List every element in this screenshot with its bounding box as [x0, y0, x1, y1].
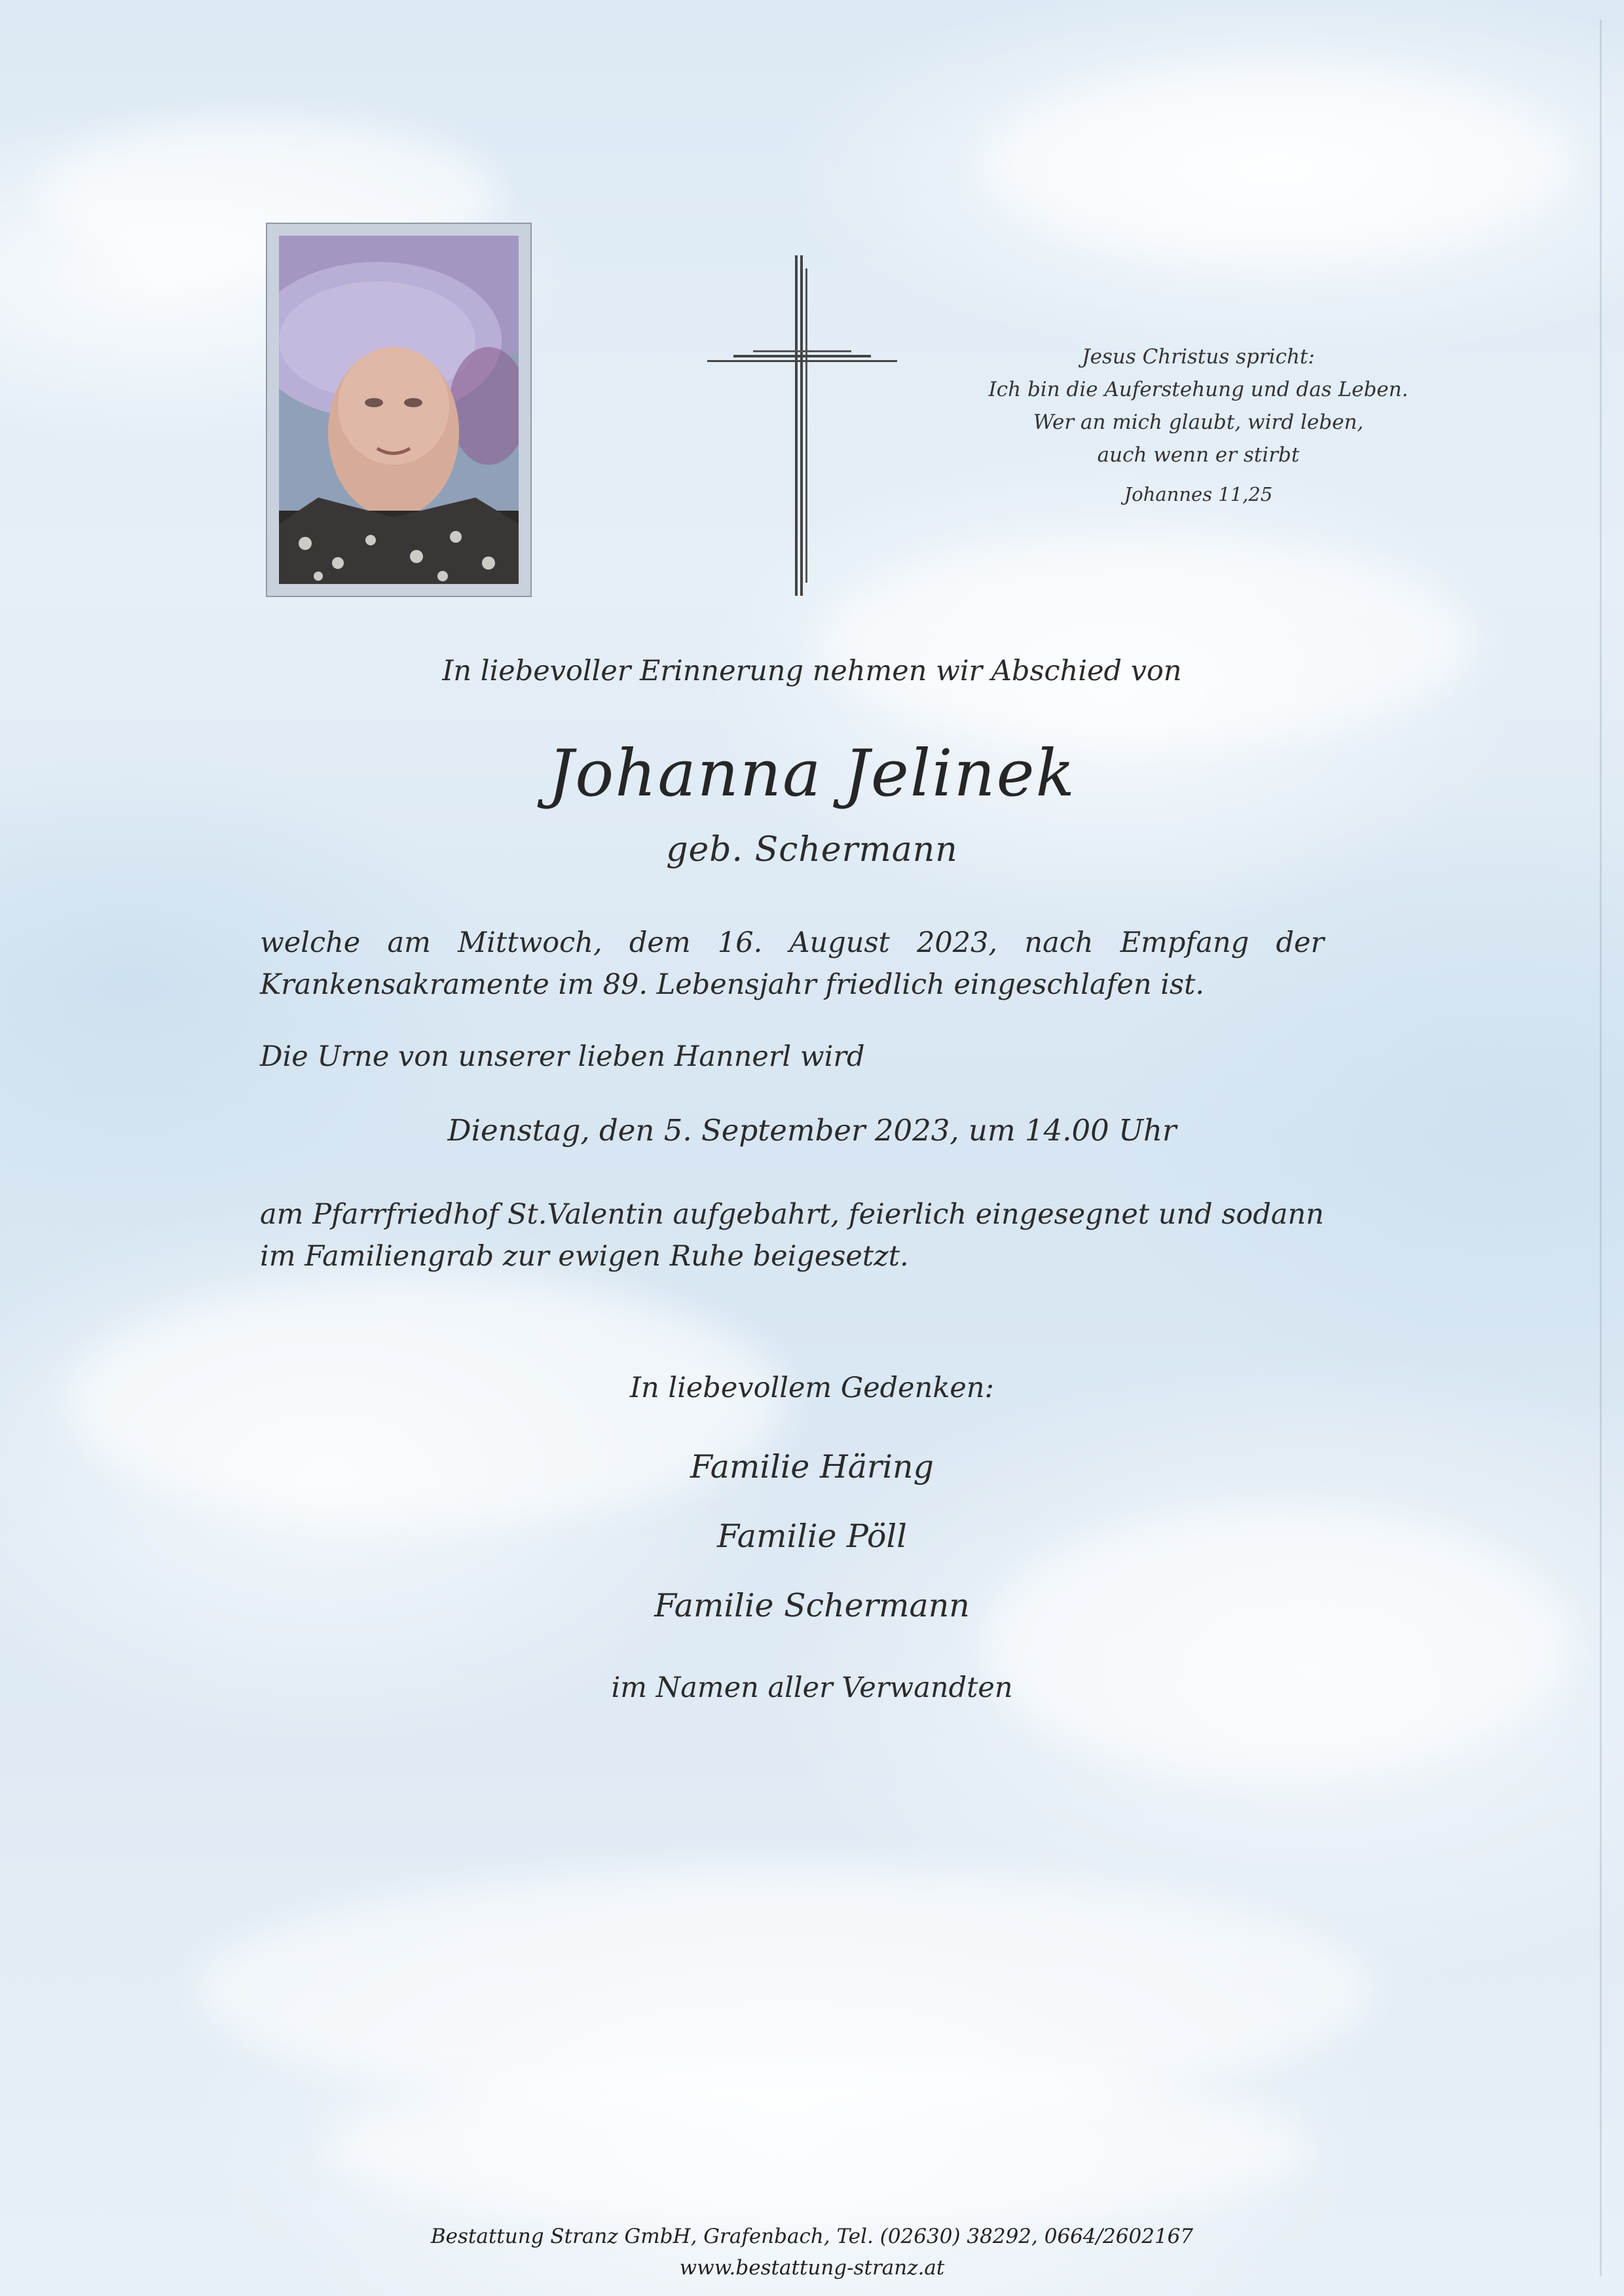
funeral-company: Bestattung Stranz GmbH, Grafenbach, Tel. (02630) 38292, 0664/2602167	[430, 2225, 1194, 2248]
verse-line: Wer an mich glaubt, wird leben,	[1033, 410, 1364, 434]
ceremony-date: Dienstag, den 5. September 2023, um 14.00 Uhr	[447, 1113, 1177, 1148]
urne-text: Die Urne von unserer lieben Hannerl wird	[260, 1040, 865, 1073]
company-website: www.bestattung-stranz.at	[679, 2256, 945, 2280]
verse-reference: Johannes 11,25	[1124, 483, 1273, 505]
portrait-illustration	[279, 236, 519, 584]
cross-icon	[707, 255, 897, 596]
verse-line: auch wenn er stirbt	[1097, 443, 1300, 467]
closing-text: im Namen aller Verwandten	[611, 1671, 1013, 1704]
cloud	[819, 537, 1473, 746]
intro-text: In liebevoller Erinnerung nehmen wir Abschied von	[442, 655, 1182, 687]
portrait-frame	[266, 223, 532, 597]
portrait-photo	[279, 236, 519, 584]
ceremony-place: am Pfarrfriedhof St.Valentin aufgebahrt, feierlich eingesegnet und sodann im Familiengrab zur ewigen Ruhe beigesetzt.	[260, 1198, 1324, 1273]
family-name: Familie Schermann	[654, 1587, 970, 1624]
family-name: Familie Pöll	[717, 1518, 907, 1555]
birth-name: geb. Schermann	[666, 830, 958, 869]
verse-line: Ich bin die Auferstehung und das Leben.	[988, 378, 1409, 401]
mourners-heading: In liebevollem Gedenken:	[630, 1372, 994, 1404]
family-name: Familie Häring	[690, 1448, 934, 1485]
cloud	[982, 65, 1572, 262]
death-text: welche am Mittwoch, dem 16. August 2023, nach Empfang der Krankensakramente im 89. Lebensjahr friedlich eingeschlafen ist.	[260, 926, 1324, 1001]
bible-verse	[904, 340, 1493, 511]
verse-line: Jesus Christus spricht:	[1082, 345, 1315, 369]
cloud	[327, 2062, 1310, 2232]
deceased-name: Johanna Jelinek	[547, 737, 1077, 811]
